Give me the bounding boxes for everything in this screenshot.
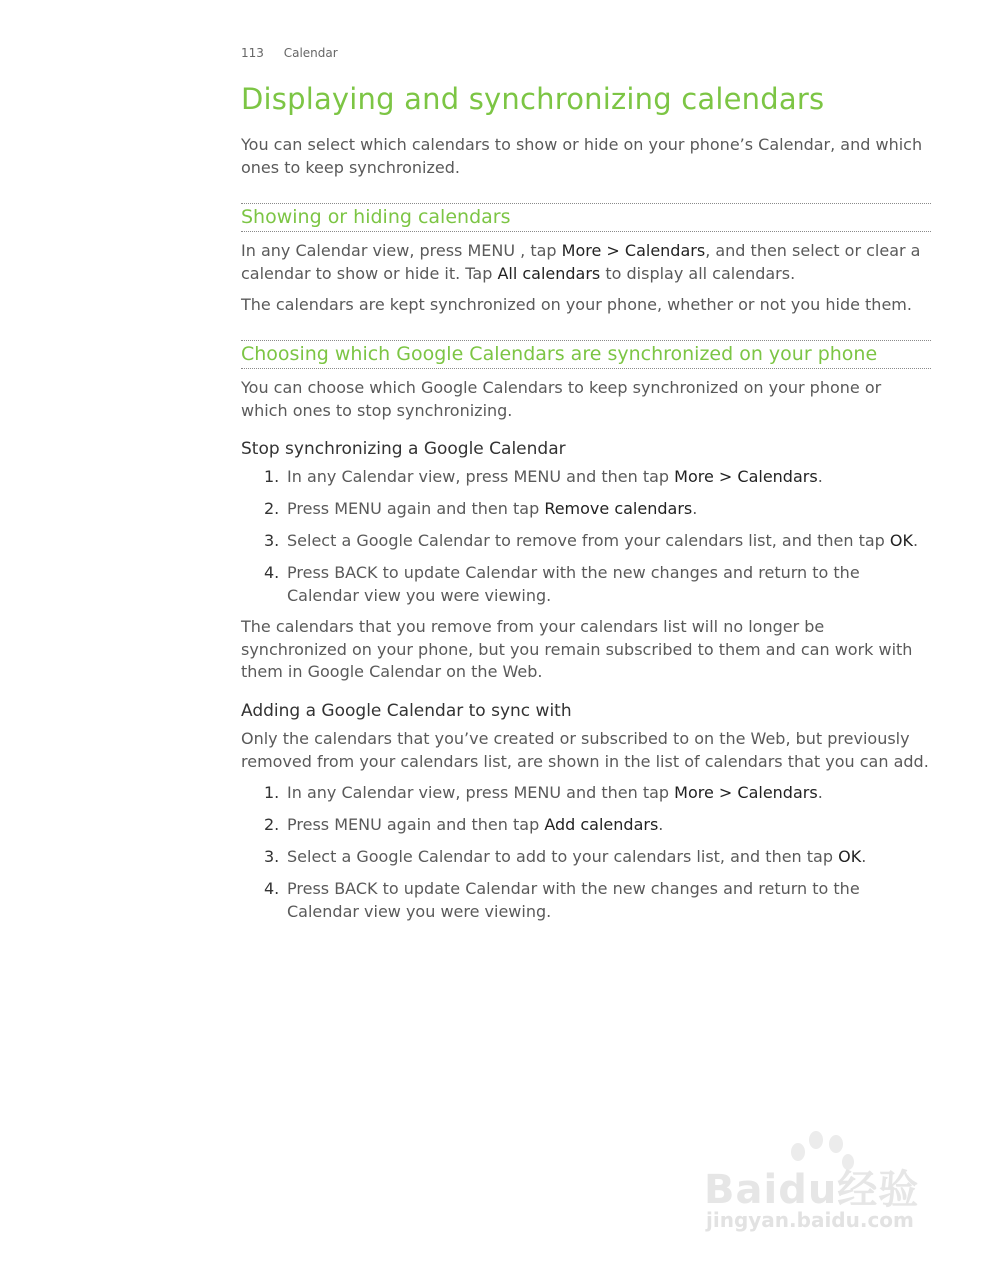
- step-number: 3.: [264, 847, 280, 866]
- step-number: 1.: [264, 783, 280, 802]
- section-heading-choosing: Choosing which Google Calendars are synchronized on your phone: [241, 340, 931, 369]
- step-text: .: [817, 783, 823, 802]
- step-number: 1.: [264, 467, 280, 486]
- text-run: In any Calendar view, press MENU , tap: [241, 241, 562, 260]
- ui-term: More > Calendars: [561, 241, 706, 260]
- section-heading-showing: Showing or hiding calendars: [241, 203, 931, 232]
- subheading-stop-sync: Stop synchronizing a Google Calendar: [241, 439, 566, 459]
- intro-paragraph: You can select which calendars to show or hide on your phone’s Calendar, and which ones to keep synchronized.: [241, 135, 923, 177]
- step-text: Press MENU again and then tap: [287, 499, 545, 518]
- step-text: Press MENU again and then tap: [287, 815, 545, 834]
- step-text: .: [861, 847, 867, 866]
- watermark-brand: Baidu经验: [704, 1167, 920, 1213]
- step-number: 3.: [264, 531, 280, 550]
- step-text: .: [692, 499, 698, 518]
- list-item: [241, 498, 931, 521]
- section-name: Calendar: [283, 46, 338, 60]
- step-text: In any Calendar view, press MENU and then tap: [287, 467, 675, 486]
- step-text: In any Calendar view, press MENU and then tap: [287, 783, 675, 802]
- baidu-watermark: [700, 1130, 940, 1250]
- step-number: 2.: [264, 499, 280, 518]
- list-item: [241, 466, 931, 489]
- subheading-adding: Adding a Google Calendar to sync with: [241, 701, 572, 721]
- ui-term: More > Calendars: [674, 783, 818, 802]
- adding-steps-list: [241, 782, 931, 933]
- page-title: Displaying and synchronizing calendars: [241, 82, 825, 116]
- list-item: [241, 814, 931, 837]
- ui-term: Remove calendars: [544, 499, 693, 518]
- text-run: , and then select or clear a calendar to show or hide it. Tap: [241, 241, 921, 283]
- text-run: to display all calendars.: [600, 263, 796, 283]
- ui-term: Add calendars: [544, 815, 659, 834]
- showing-paragraph-2: The calendars are kept synchronized on your phone, whether or not you hide them.: [241, 295, 912, 314]
- adding-intro: Only the calendars that you’ve created or subscribed to on the Web, but previously removed from your calendars list, are shown in the list of calendars that you can add.: [241, 729, 929, 771]
- ui-term: More > Calendars: [674, 467, 818, 486]
- list-item: [241, 846, 931, 869]
- choosing-intro: You can choose which Google Calendars to keep synchronized on your phone or which ones to stop synchronizing.: [241, 378, 882, 420]
- ui-term: All calendars: [497, 263, 601, 283]
- list-item: [241, 530, 931, 553]
- step-text: .: [913, 531, 919, 550]
- step-text: Select a Google Calendar to remove from your calendars list, and then tap: [287, 531, 890, 550]
- step-number: 2.: [264, 815, 280, 834]
- list-item: [241, 562, 931, 607]
- step-number: 4.: [264, 563, 280, 582]
- list-item: [241, 878, 931, 923]
- ui-term: OK: [889, 531, 913, 550]
- showing-paragraph-1: [241, 240, 931, 285]
- step-text: Select a Google Calendar to add to your calendars list, and then tap: [287, 847, 839, 866]
- step-text: Press BACK to update Calendar with the new changes and return to the Calendar view you were viewing.: [287, 879, 860, 921]
- list-item: [241, 782, 931, 805]
- step-text: .: [817, 467, 823, 486]
- stop-after-paragraph: The calendars that you remove from your calendars list will no longer be synchronized on your phone, but you remain subscribed to them and can work with them in Google Calendar on the Web.: [241, 617, 913, 681]
- step-number: 4.: [264, 879, 280, 898]
- page-number: 113: [241, 46, 264, 60]
- running-header: [241, 46, 338, 60]
- stop-steps-list: [241, 466, 931, 617]
- step-text: Press BACK to update Calendar with the new changes and return to the Calendar view you were viewing.: [287, 563, 860, 605]
- watermark-url: jingyan.baidu.com: [706, 1208, 914, 1232]
- step-text: .: [658, 815, 664, 834]
- ui-term: OK: [838, 847, 862, 866]
